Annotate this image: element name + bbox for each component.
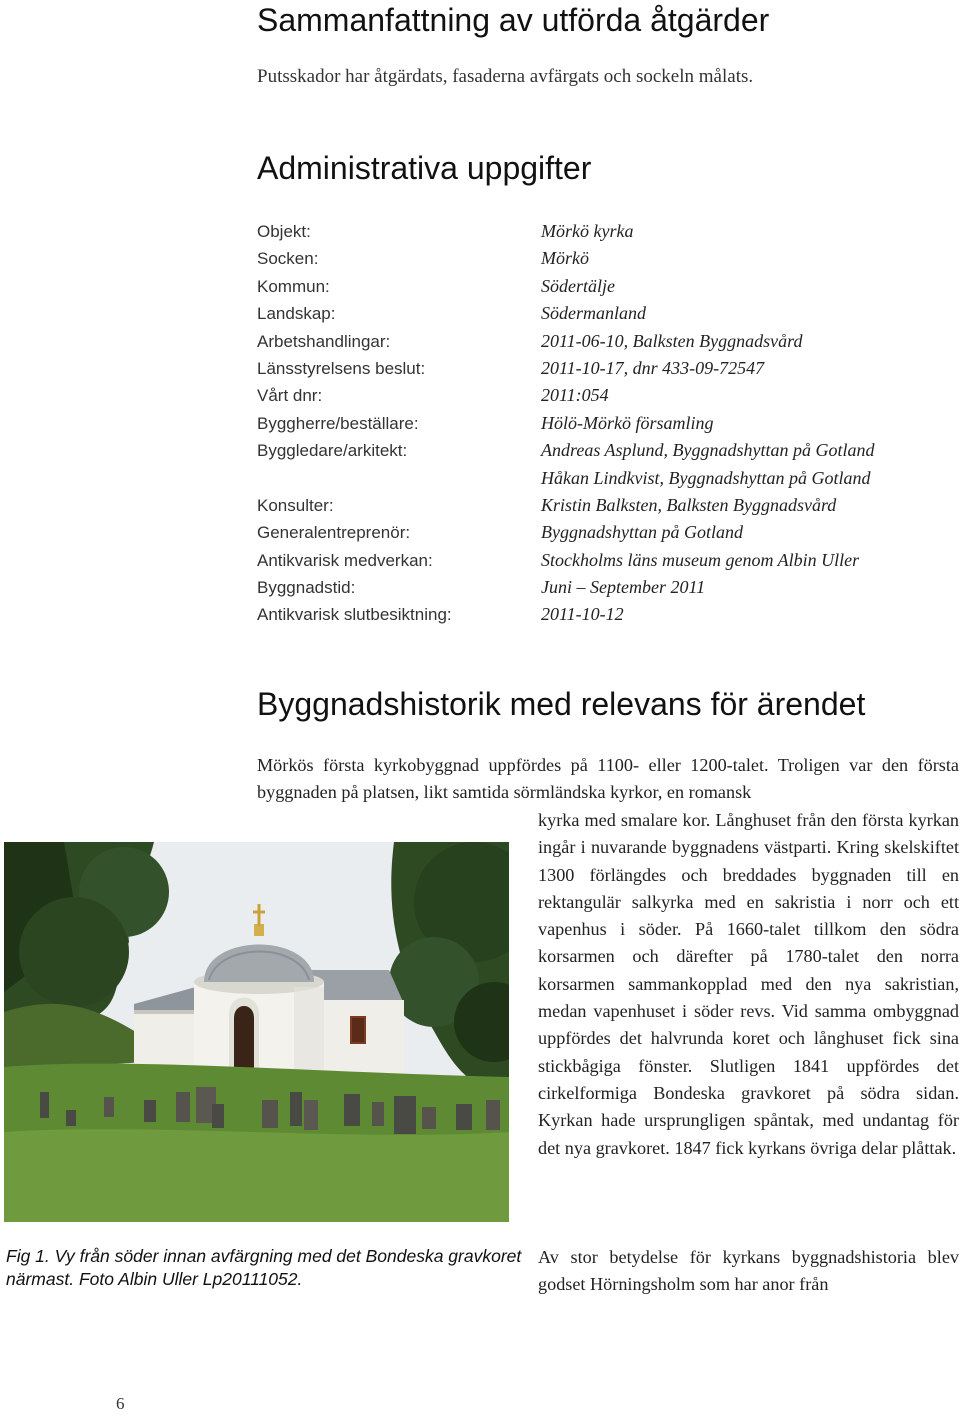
admin-value: Håkan Lindkvist, Byggnadshyttan på Gotland [541, 467, 871, 488]
admin-label: Länsstyrelsens beslut: [257, 358, 426, 378]
history-paragraph-second: Av stor betydelse för kyrkans byggnadshistoria blev godset Hörningsholm som har anor från [538, 1247, 959, 1295]
admin-label: Kommun: [257, 276, 330, 296]
admin-label: Vårt dnr: [257, 386, 323, 406]
figure-caption: Fig 1. Vy från söder innan avfärgning med det Bondeska gravkoret närmast. Foto Albin Uller Lp20111052. [6, 1246, 522, 1289]
admin-row [257, 218, 957, 245]
admin-value: 2011-10-17, dnr 433-09-72547 [541, 357, 765, 378]
admin-row [257, 273, 957, 300]
admin-value: Juni – September 2011 [541, 577, 706, 598]
admin-value: Mörkö [541, 248, 589, 269]
admin-row [257, 465, 957, 492]
admin-row [257, 437, 957, 464]
admin-table [257, 218, 957, 629]
admin-label: Konsulter: [257, 495, 334, 515]
admin-row [257, 382, 957, 409]
admin-value: Södermanland [541, 303, 646, 324]
admin-row [257, 300, 957, 327]
admin-row [257, 492, 957, 519]
admin-label: Generalentreprenör: [257, 523, 411, 543]
admin-value: Stockholms läns museum genom Albin Uller [541, 549, 860, 570]
summary-text: Putsskador har åtgärdats, fasaderna avfärgats och sockeln målats. [257, 66, 754, 87]
church-photo [4, 842, 509, 1222]
admin-value: Hölö-Mörkö församling [541, 412, 714, 433]
admin-value: Andreas Asplund, Byggnadshyttan på Gotland [541, 440, 875, 461]
admin-label: Landskap: [257, 304, 336, 324]
admin-value: Kristin Balksten, Balksten Byggnadsvård [541, 494, 837, 515]
admin-row [257, 601, 957, 628]
admin-label: Antikvarisk slutbesiktning: [257, 605, 452, 625]
admin-row [257, 245, 957, 272]
history-paragraph-main: kyrka med smalare kor. Långhuset från den första kyrkan ingår i nuvarande byggnadens västparti. Kring skelskiftet 1300 förlängdes och breddades byggnaden till en rektangulär salkyrka med en sakristia i norr och ett vapenhus i söder. På 1660-talet tillkom den södra korsarmen och därefter på 1780-talet den norra korsarmen sammankopplad med den nya sakristian, medan vapenhuset i söder revs. Vid samma ombyggnad uppfördes det halvrunda koret och långhuset fick sina stickbågiga fönster. Slutligen 1841 uppfördes det cirkelformiga Bondeska gravkoret på södra sidan. Kyrkan hade ursprungligen spåntak, med undantag för det nya gravkoret. 1847 fick kyrkans övriga delar plåttak. [538, 810, 959, 1158]
admin-label: Objekt: [257, 222, 311, 241]
admin-row [257, 355, 957, 382]
admin-row [257, 328, 957, 355]
admin-value: 2011:054 [541, 385, 609, 406]
admin-value: Södertälje [541, 275, 615, 296]
admin-label: Antikvarisk medverkan: [257, 550, 433, 570]
admin-label: Socken: [257, 249, 319, 269]
admin-label: Arbetshandlingar: [257, 331, 391, 351]
admin-value: 2011-10-12 [541, 604, 624, 625]
admin-value: Byggnadshyttan på Gotland [541, 522, 743, 543]
admin-value: Mörkö kyrka [541, 221, 634, 241]
admin-row [257, 574, 957, 601]
history-paragraph-intro: Mörkös första kyrkobyggnad uppfördes på 1100- eller 1200-talet. Troligen var den första byggnaden på platsen, likt samtida sörmländska kyrkor, en romansk [257, 755, 959, 803]
admin-row [257, 547, 957, 574]
admin-label: Byggledare/arkitekt: [257, 441, 408, 461]
admin-label: Byggherre/beställare: [257, 413, 419, 433]
section-title-admin: Administrativa uppgifter [257, 150, 592, 186]
admin-row [257, 410, 957, 437]
admin-row [257, 519, 957, 546]
admin-label: Byggnadstid: [257, 578, 356, 598]
section-title-history: Byggnadshistorik med relevans för ärendet [257, 686, 866, 722]
section-title-summary: Sammanfattning av utförda åtgärder [257, 2, 770, 38]
admin-value: 2011-06-10, Balksten Byggnadsvård [541, 330, 803, 351]
page-number: 6 [116, 1394, 125, 1413]
